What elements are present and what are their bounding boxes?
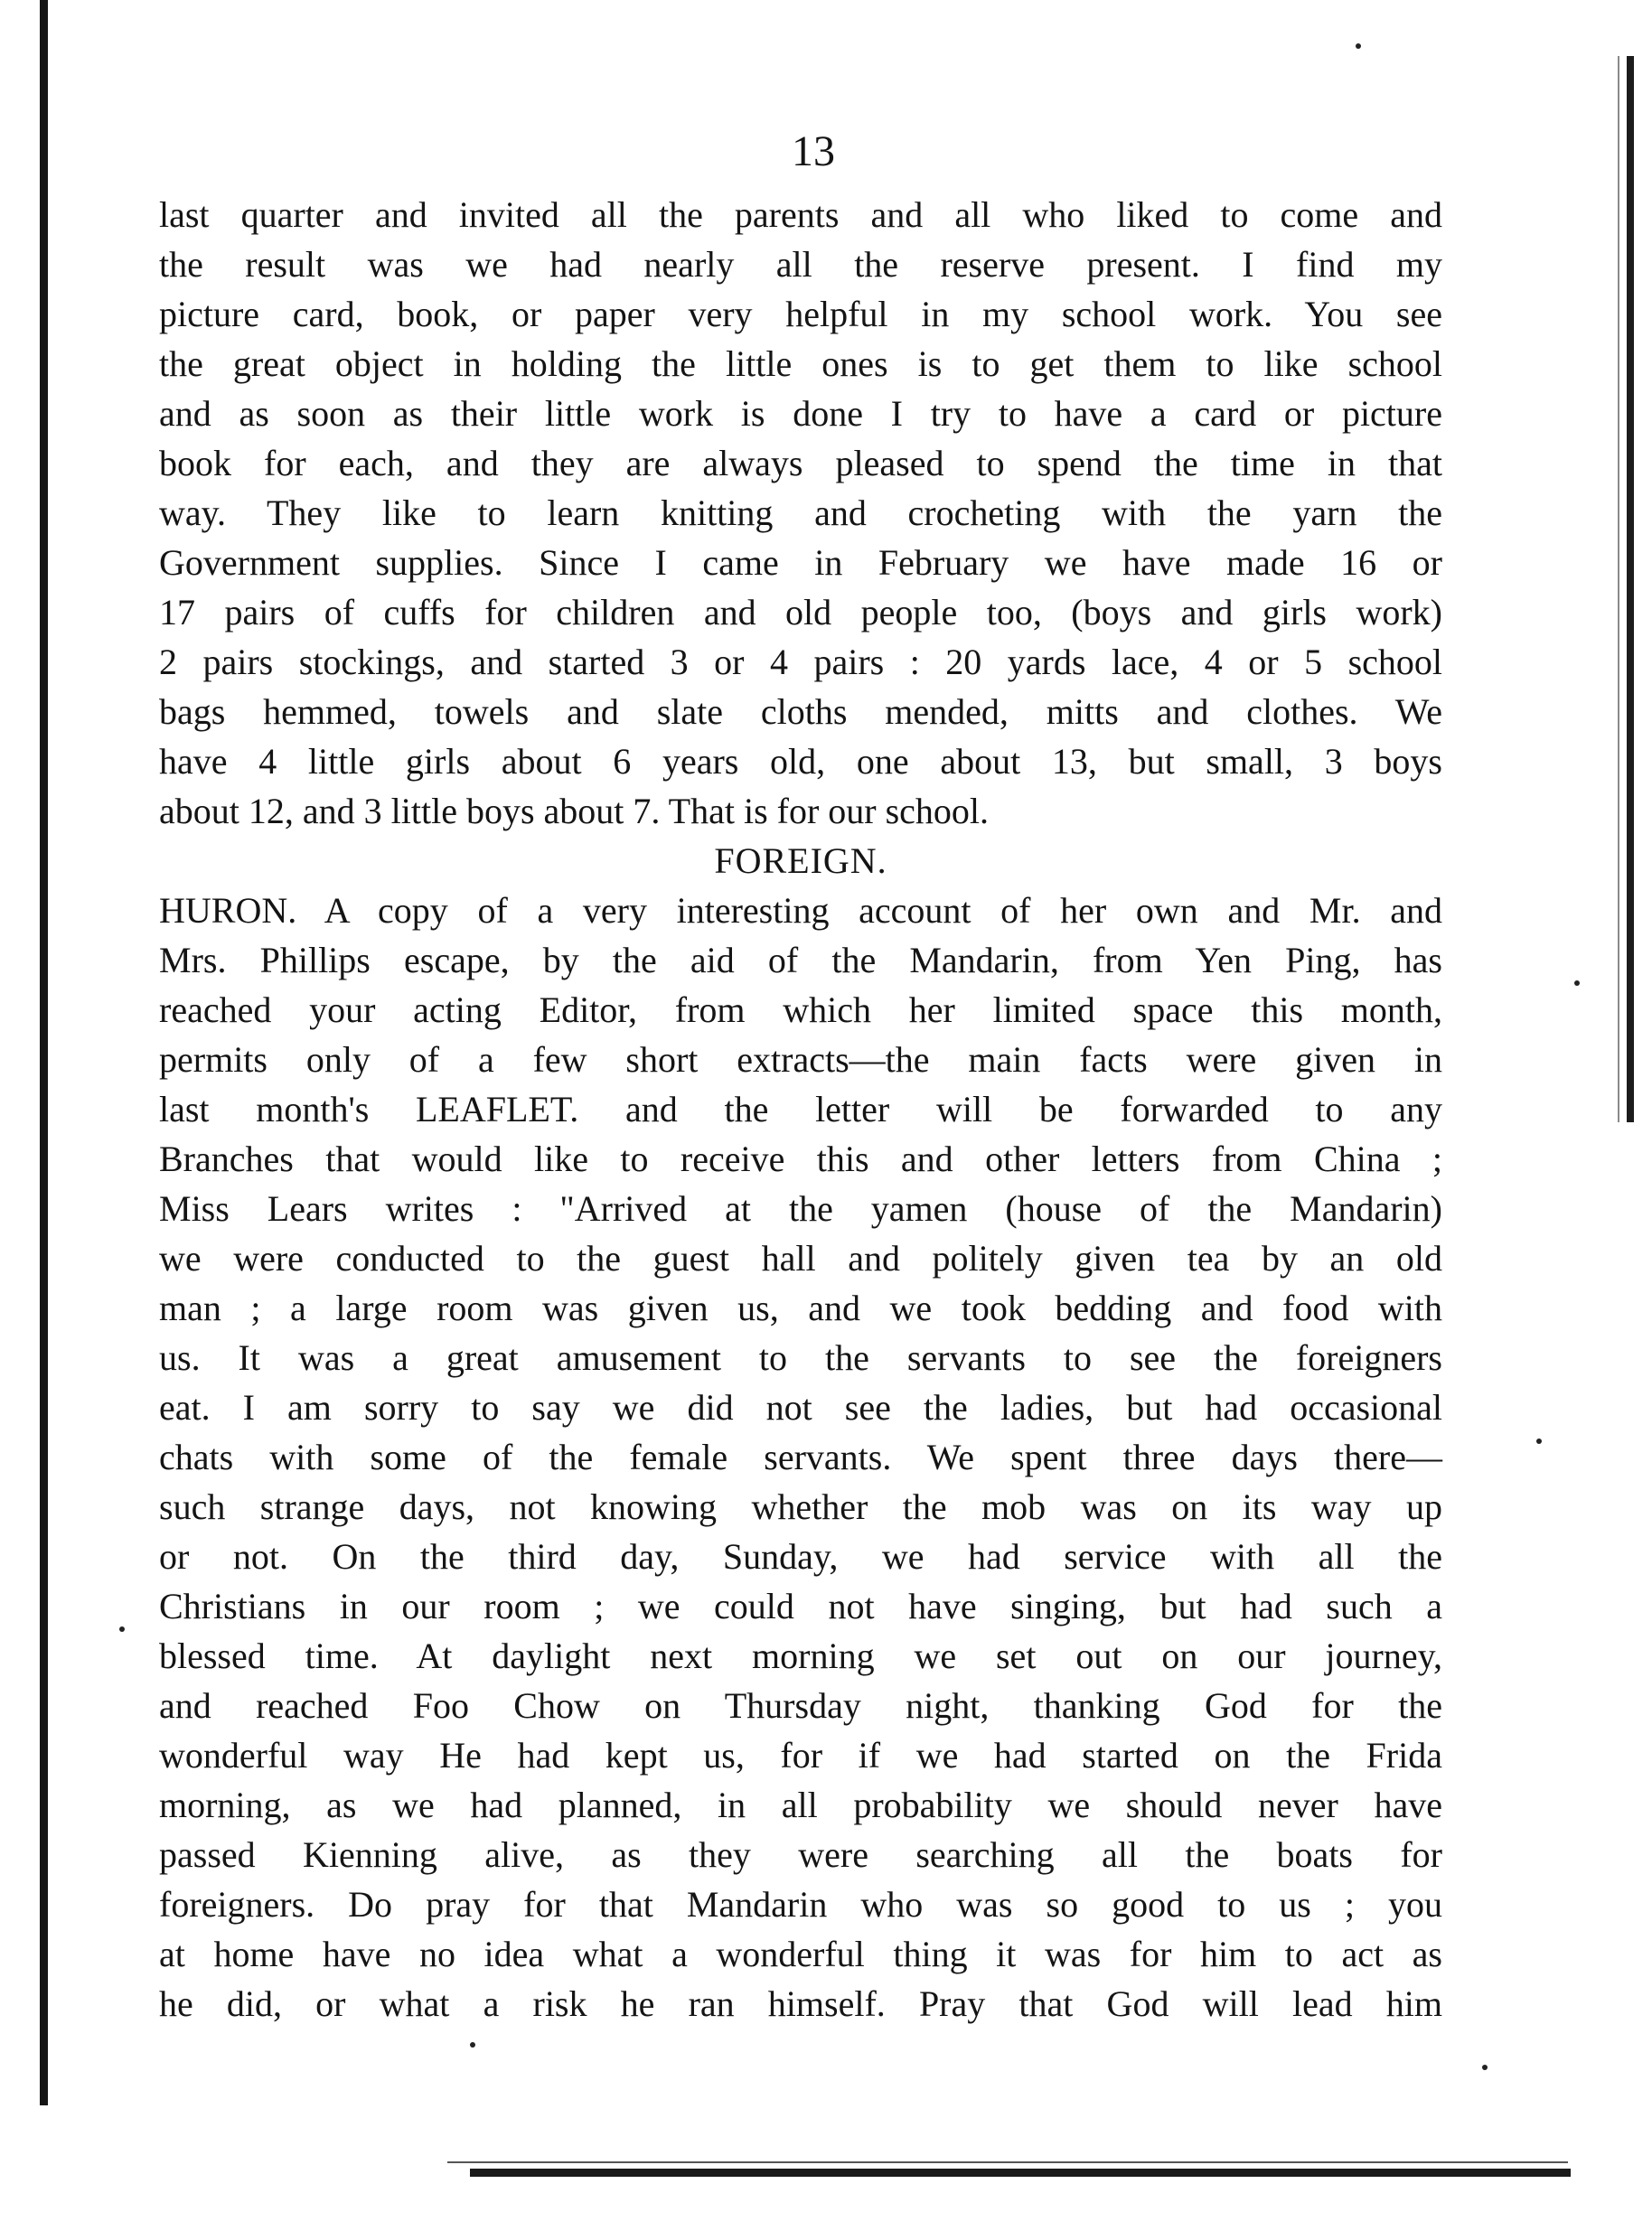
bottom-rule	[470, 2169, 1571, 2177]
left-edge-rule	[40, 0, 48, 2105]
scan-speck	[1482, 2065, 1488, 2070]
text-line: morning, as we had planned, in all probability we should never have	[159, 1785, 1442, 1825]
text-line: foreigners. Do pray for that Mandarin who was so good to us ; you	[159, 1884, 1442, 1925]
section-heading: FOREIGN.	[714, 840, 887, 881]
text-line: 2 pairs stockings, and started 3 or 4 pairs : 20 yards lace, 4 or 5 school	[159, 642, 1442, 682]
right-edge-thin-rule	[1618, 56, 1619, 1122]
text-line: reached your acting Editor, from which her limited space this month,	[159, 989, 1442, 1030]
text-line: passed Kienning alive, as they were searching all the boats for	[159, 1834, 1442, 1875]
text-line: way. They like to learn knitting and crocheting with the yarn the	[159, 492, 1442, 533]
text-line: Miss Lears writes : "Arrived at the yamen (house of the Mandarin)	[159, 1188, 1442, 1229]
paragraph-huron-letter	[159, 886, 1442, 2029]
text-line: 17 pairs of cuffs for children and old people too, (boys and girls work)	[159, 592, 1442, 633]
text-line: Government supplies. Since I came in February we have made 16 or	[159, 542, 1442, 583]
text-line: or not. On the third day, Sunday, we had service with all the	[159, 1536, 1442, 1577]
text-line: such strange days, not knowing whether the mob was on its way up	[159, 1486, 1442, 1527]
right-edge-rule	[1627, 56, 1634, 1122]
scan-speck	[1574, 980, 1580, 986]
text-line: bags hemmed, towels and slate cloths mended, mitts and clothes. We	[159, 691, 1442, 732]
text-line: eat. I am sorry to say we did not see the ladies, but had occasional	[159, 1387, 1442, 1428]
text-line: us. It was a great amusement to the servants to see the foreigners	[159, 1337, 1442, 1378]
text-line: wonderful way He had kept us, for if we had started on the Frida	[159, 1735, 1442, 1776]
text-line: about 12, and 3 little boys about 7. That is for our school.	[159, 791, 990, 831]
text-line: the great object in holding the little ones is to get them to like school	[159, 343, 1442, 384]
text-line: permits only of a few short extracts—the main facts were given in	[159, 1039, 1442, 1080]
scan-speck	[1356, 43, 1361, 49]
text-line: and as soon as their little work is done I try to have a card or picture	[159, 393, 1442, 434]
text-line: at home have no idea what a wonderful thing it was for him to act as	[159, 1934, 1442, 1974]
text-line: picture card, book, or paper very helpful in my school work. You see	[159, 294, 1442, 334]
text-line: Branches that would like to receive this and other letters from China ;	[159, 1139, 1442, 1179]
body-text	[159, 190, 1442, 2029]
text-line: Christians in our room ; we could not have singing, but had such a	[159, 1586, 1442, 1626]
text-line: last month's LEAFLET. and the letter will be forwarded to any	[159, 1089, 1442, 1129]
text-line: man ; a large room was given us, and we took bedding and food with	[159, 1288, 1442, 1328]
text-line: the result was we had nearly all the reserve present. I find my	[159, 244, 1442, 285]
text-line: he did, or what a risk he ran himself. Pray that God will lead him	[159, 1983, 1442, 2024]
scan-speck	[1536, 1439, 1542, 1444]
text-line: chats with some of the female servants. We spent three days there—	[159, 1437, 1442, 1477]
text-line: book for each, and they are always pleased to spend the time in that	[159, 443, 1442, 483]
scan-speck	[119, 1626, 125, 1632]
text-line: HURON. A copy of a very interesting account of her own and Mr. and	[159, 890, 1442, 931]
paragraph-school-report	[159, 190, 1442, 836]
text-line: last quarter and invited all the parents and all who liked to come and	[159, 194, 1442, 235]
bottom-thin-rule	[447, 2161, 1568, 2163]
scan-speck	[470, 2042, 475, 2048]
page-number: 13	[792, 127, 835, 175]
text-line: Mrs. Phillips escape, by the aid of the Mandarin, from Yen Ping, has	[159, 940, 1442, 980]
text-line: blessed time. At daylight next morning we set out on our journey,	[159, 1635, 1442, 1676]
text-line: we were conducted to the guest hall and politely given tea by an old	[159, 1238, 1442, 1279]
text-line: and reached Foo Chow on Thursday night, thanking God for the	[159, 1685, 1442, 1726]
text-line: have 4 little girls about 6 years old, one about 13, but small, 3 boys	[159, 741, 1442, 782]
